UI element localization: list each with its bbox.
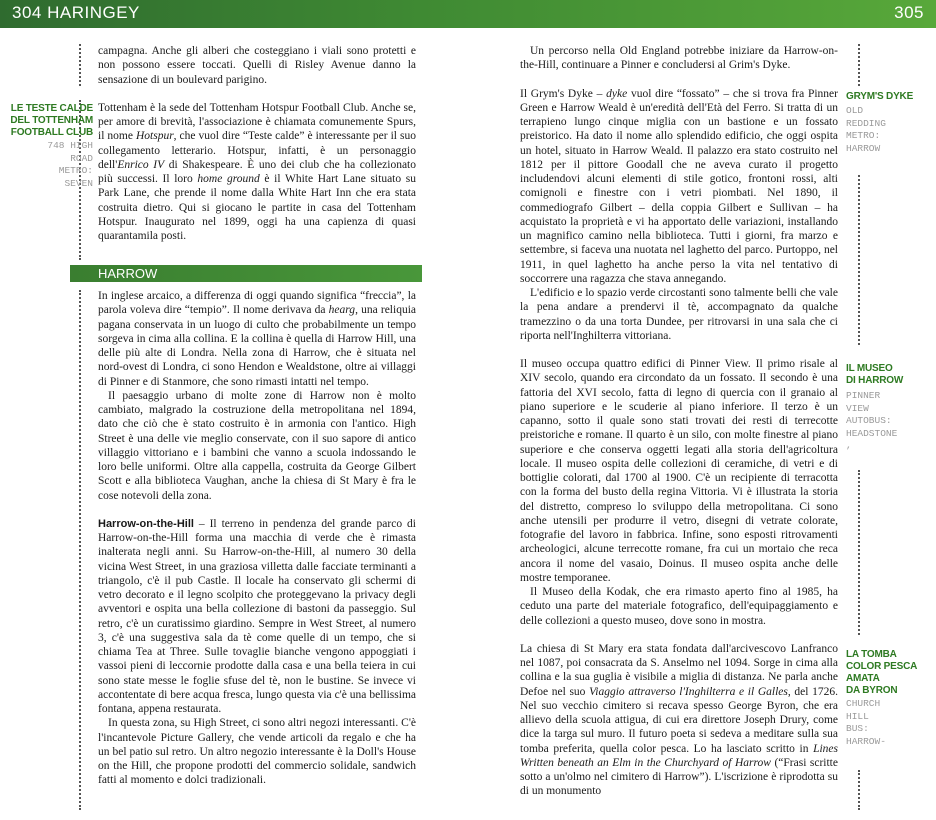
paragraph: Un percorso nella Old England potrebbe iniziare da Harrow-on-the-Hill, continuare a Pinner e concludersi al Grim's Dyke.: [520, 45, 838, 72]
left-running-head: 304 HARINGEY: [12, 3, 140, 22]
paragraph-museum: Il museo occupa quattro edifici di Pinner View. Il primo risale al XIV secolo, quando era circondato da un fossato. Il secondo è una fattoria del XVI secolo, fatta di legno di quercia con il granaio al piano superiore e le scuderie al piano inferiore. Il terzo è un capanno, sotto il quale sono stati trovati dei resti di terrecotte preistoriche e romane. Il quarto è un silo, con molte finestre al piano superiore e che conserva oggetti legati alla storia dell'agricoltura locale. Il museo ospita delle collezioni di ceramiche, di vetri e di bottiglie colorati, dal 1700 al 1900. C'è un recipiente di terracotta con la forma del busto della regina Vittoria. Vi è illustrata la storia del distretto, compreso lo sviluppo della metropolitana. Ci sono anche utensili per produrre il vetro, disegni di vetrate colorate, fotografie del lavoro in fabbrica. Infine, sono esposti ritrovamenti archeologici, alcune terrecotte romane, fra cui un mortaio che reca ancora il nome del vasaio, Doinus. Il museo ospita anche delle mostre temporanee.: [520, 358, 838, 584]
margin-label-tomb: LA TOMBA COLOR PESCA AMATA DA BYRON: [846, 649, 918, 696]
margin-address-museum: PINNER VIEW AUTOBUS: HEADSTONE ,: [846, 390, 898, 451]
section-heading: HARROW: [98, 266, 158, 281]
right-page-number: 305: [894, 3, 924, 22]
margin-address-tomb: CHURCH HILL BUS: HARROW-: [846, 698, 886, 747]
paragraph: campagna. Anche gli alberi che costeggiano i viali sono protetti e non possono essere toccati. Quelli di Risley Avenue danno la sensazione di un boulevard parigino.: [98, 45, 416, 86]
paragraph: L'edificio e lo spazio verde circostanti sono talmente belli che vale la pena andare a prendervi il tè, accompagnato da qualche tramezzino o da una torta Dundee, per ritrovarsi in una sala che ci riporta nell'Inghilterra vittoriana.: [520, 287, 838, 342]
paragraph: In inglese arcaico, a differenza di oggi quando significa “freccia”, la parola voleva dire “tempio”. Il nome derivava da hearg, una reliquia pagana conservata in un luogo di culto che probabilmente un tempo sorgeva in cima alla collina. E la collina è quella di Harrow Hill, una delle più alte di Londra. Nella zona di Harrow, che è situata nel nord-ovest di Londra, ci sono Hendon e Wealdstone, oltre ai villaggi di Pinner e di Stanmore, che sono rimasti intatti nel tempo.: [98, 290, 416, 388]
margin-rule: [858, 175, 860, 345]
margin-label-museum: IL MUSEO DI HARROW: [846, 363, 904, 386]
section-heading-bar: [70, 265, 422, 282]
margin-label-spurs: LE TESTE CALDE DEL TOTTENHAM FOOTBALL CLUB: [10, 103, 93, 138]
subheading: Harrow-on-the-Hill: [98, 517, 194, 530]
margin-rule: [79, 290, 81, 810]
paragraph-grims-dyke: Il Grym's Dyke – dyke vuol dire “fossato” – che si trova fra Pinner Green e Harrow Weald è un'eredità dell'Età del Ferro. Si tratta di un terrapieno lungo cinque miglia con un bastione e un fossato preistorico. Ha dato il nome allo splendido edificio, che oggi ospita un hotel, situato in Harrow Weald. Il palazzo era stato costruito nel 1812 per il pittore Goodall che ne aveva curato il progetto includendovi alcuni elementi di stile gotico, frontoni rossi, alti comignoli e finestre con i vetri piombati. Nel 1890, il commediografo Gilbert – della coppia Gilbert e Sullivan – ha acquistato la proprietà e vi ha apportato delle variazioni, installando un magnifico camino nella biblioteca. Tutti i giorni, fra marzo e settembre, si faceva una nuotata nel laghetto del parco. Purtoppo, nel 1911, in quel laghetto ha anche perso la vita nel tentativo di soccorrere una ragazza che stava annegando.: [520, 87, 838, 285]
paragraph: Il Museo della Kodak, che era rimasto aperto fino al 1985, ha ceduto una parte del materiale fotografico, dell'equipaggiamento e delle collezioni a questo museo, dove sono in mostra.: [520, 586, 838, 627]
paragraph: In questa zona, su High Street, ci sono altri negozi interessanti. C'è l'incantevole Picture Gallery, che vende articoli da regalo e che ha un bel patio sul retro. Un altro negozio interessante è la Doll's House on the Hill, che propone prodotti del commercio solidale, sandwich fatti al momento e dolci tradizionali.: [98, 717, 416, 787]
paragraph-harrow-on-the-hill: Harrow-on-the-Hill – Il terreno in pendenza del grande parco di Harrow-on-the-Hill forma una macchia di verde che è rimasta inalterata negli anni. Su Harrow-on-the-Hill, al numero 30 della vicina West Street, in una graziosa villetta dalle facciate terminanti a triangolo, c'è il pub Castle. Il locale ha conservato gli schermi di vetro decorato e il legno scolpito che proteggevano la privacy degli avventori e ospita una bella collezione di bastoni da passeggio. Sul retro, c'è un curatissimo giardino. Sempre in West Street, al numero 3, c'è una suggestiva sala da tè come quelle di un tempo, che si chiama Tea at Three. Sulle tovaglie bianche vengono appoggiati i vassoi pieni di leccornie prodotte dalla casa e una bella teiera in cui sono state messe le foglie sfuse del tè, non le bustine. Se invece vi accontentate di bere acqua fresca, lungo questa via c'è una bellissima fontana, appena restaurata.: [98, 517, 416, 715]
margin-label-grims-dyke: GRYM'S DYKE: [846, 91, 914, 102]
right-column: [520, 44, 838, 799]
left-column-harrow: [98, 289, 416, 788]
paragraph-st-mary: La chiesa di St Mary era stata fondata dall'arcivescovo Lanfranco nel 1087, poi consacrata da S. Anselmo nel 1094. Sorge in cima alla collina e la sua guglia è visibile a miglia di distanza. Ne parla anche Defoe nel suo Viaggio attraverso l'Inghilterra e il Galles, del 1726. Nel suo vecchio cimitero si recava spesso George Byron, che era allievo della scuola attigua, di cui era direttore Joseph Drury, come dice la targa sul muro. Il futuro poeta si sedeva a meditare sulla sua tomba preferita, quella color pesca. Lo ha lasciato scritto in Lines Written beneath an Elm in the Churchyard of Harrow (“Frasi scritte sotto a un'olmo nel cimitero di Harrow”). L'iscrizione è riprodotta su di un monumento: [520, 642, 838, 798]
paragraph-spurs: Tottenham è la sede del Tottenham Hotspur Football Club. Anche se, per amore di brevità, l'associazione è chiamata comunemente Spurs, il nome Hotspur, che vuol dire “Teste calde” è interessante per il suo collegamento letterario. Hotspur, infatti, è un personaggio dell'Enrico IV di Shakespeare. È uno dei club che ha collezionato più successi. Il loro home ground è il White Hart Lane situato su Park Lane, che prende il nome dalla White Hart Inn che era stata costruita dietro. Qui si giocano le partite in casa del Tottenham Hotspur. Inaugurato nel 1899, oggi ha una capienza di quasi quarantamila posti.: [98, 101, 416, 242]
paragraph: Il paesaggio urbano di molte zone di Harrow non è molto cambiato, malgrado la costruzione della metropolitana nel 1894, dato che ciò che è stato costruito è in armonia con l'antico. High Street è una delle vie meglio conservate, con il suo sapore di antico villaggio vittoriano e i bambini che vanno a scuola indossando le loro belle uniformi. Oltre alla cappella, costruita da George Gilbert Scott e alla biblioteca Vaughan, anche la chiesa di St Mary è fra le cose notevoli della zona.: [98, 389, 416, 502]
margin-rule: [858, 470, 860, 635]
margin-rule: [858, 770, 860, 810]
margin-rule: [79, 44, 81, 86]
margin-address-spurs: 748 HIGH ROAD METRO: SEVEN: [47, 140, 93, 189]
margin-address-grims-dyke: OLD REDDING METRO: HARROW: [846, 105, 886, 154]
left-column-top: [98, 44, 416, 243]
running-header: [0, 0, 936, 28]
margin-rule: [858, 44, 860, 86]
